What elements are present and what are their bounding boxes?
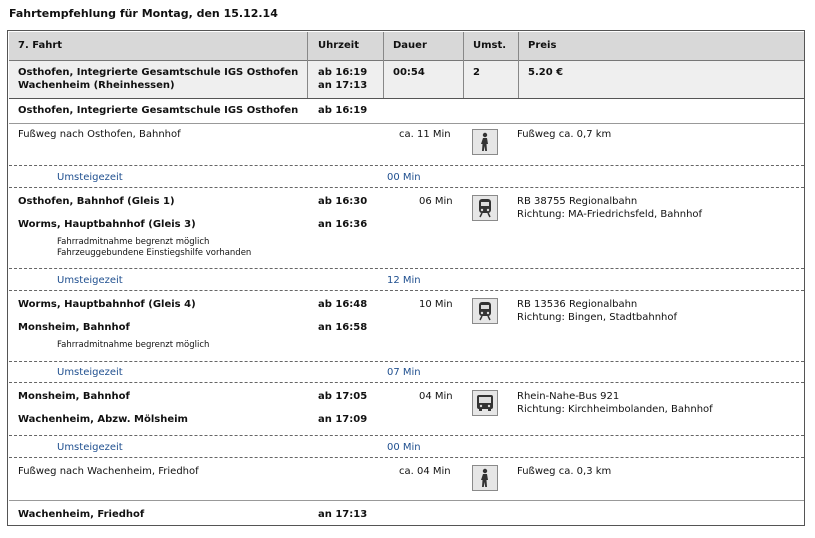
header-uhrzeit: Uhrzeit [318, 40, 359, 51]
start-station: Osthofen, Integrierte Gesamtschule IGS Osthofen [18, 105, 299, 116]
column-divider [383, 32, 384, 98]
pedestrian-icon [472, 129, 498, 155]
leg-arrival-station: Worms, Hauptbahnhof (Gleis 3) [18, 219, 196, 230]
leg-line: RB 38755 Regionalbahn [517, 196, 638, 207]
row-divider [9, 268, 804, 269]
row-divider [9, 165, 804, 166]
overview-from: Osthofen, Integrierte Gesamtschule IGS Osthofen [18, 67, 299, 78]
walk-distance: Fußweg ca. 0,3 km [517, 466, 612, 477]
walk-duration: ca. 04 Min [399, 466, 451, 477]
header-preis: Preis [528, 40, 557, 51]
transfer-label: Umsteigezeit [57, 275, 123, 286]
leg-duration: 06 Min [419, 196, 453, 207]
walk-description: Fußweg nach Osthofen, Bahnhof [18, 129, 181, 140]
train-icon [472, 195, 498, 221]
leg-note: Fahrradmitnahme begrenzt möglich [57, 237, 210, 247]
row-divider [9, 382, 804, 383]
start-time: ab 16:19 [318, 105, 368, 116]
transfer-time: 00 Min [387, 442, 421, 453]
end-time: an 17:13 [318, 509, 368, 520]
leg-departure-time: ab 17:05 [318, 391, 368, 402]
leg-direction: Richtung: MA-Friedrichsfeld, Bahnhof [517, 209, 703, 220]
transfer-time: 00 Min [387, 172, 421, 183]
leg-duration: 10 Min [419, 299, 453, 310]
overview-departure: ab 16:19 [318, 67, 368, 78]
leg-arrival-time: an 16:58 [318, 322, 368, 333]
leg-note: Fahrradmitnahme begrenzt möglich [57, 340, 210, 350]
column-divider [518, 32, 519, 98]
transfer-label: Umsteigezeit [57, 442, 123, 453]
row-divider [9, 290, 804, 291]
row-divider [9, 500, 804, 501]
pedestrian-icon [472, 465, 498, 491]
transfer-time: 12 Min [387, 275, 421, 286]
row-divider [9, 457, 804, 458]
walk-description: Fußweg nach Wachenheim, Friedhof [18, 466, 199, 477]
transfer-label: Umsteigezeit [57, 172, 123, 183]
walk-distance: Fußweg ca. 0,7 km [517, 129, 612, 140]
leg-arrival-station: Monsheim, Bahnhof [18, 322, 130, 333]
overview-price: 5.20 € [528, 67, 564, 78]
leg-departure-time: ab 16:48 [318, 299, 368, 310]
bus-icon [472, 390, 498, 416]
overview-duration: 00:54 [393, 67, 425, 78]
leg-direction: Richtung: Bingen, Stadtbahnhof [517, 312, 678, 323]
leg-departure-station: Monsheim, Bahnhof [18, 391, 130, 402]
leg-departure-station: Worms, Hauptbahnhof (Gleis 4) [18, 299, 196, 310]
end-station: Wachenheim, Friedhof [18, 509, 145, 520]
header-umst: Umst. [473, 40, 507, 51]
column-divider [307, 32, 308, 98]
leg-departure-station: Osthofen, Bahnhof (Gleis 1) [18, 196, 175, 207]
leg-note: Fahrzeuggebundene Einstiegshilfe vorhanden [57, 248, 252, 258]
overview-to: Wachenheim (Rheinhessen) [18, 80, 175, 91]
leg-arrival-time: an 16:36 [318, 219, 368, 230]
leg-arrival-station: Wachenheim, Abzw. Mölsheim [18, 414, 188, 425]
transfer-time: 07 Min [387, 367, 421, 378]
leg-arrival-time: an 17:09 [318, 414, 368, 425]
header-dauer: Dauer [393, 40, 427, 51]
row-divider [9, 435, 804, 436]
overview-changes: 2 [473, 67, 480, 78]
leg-line: RB 13536 Regionalbahn [517, 299, 638, 310]
leg-direction: Richtung: Kirchheimbolanden, Bahnhof [517, 404, 713, 415]
row-divider [9, 123, 804, 124]
header-fahrt: 7. Fahrt [18, 40, 63, 51]
leg-duration: 04 Min [419, 391, 453, 402]
walk-duration: ca. 11 Min [399, 129, 451, 140]
train-icon [472, 298, 498, 324]
row-divider [9, 187, 804, 188]
leg-departure-time: ab 16:30 [318, 196, 368, 207]
overview-arrival: an 17:13 [318, 80, 368, 91]
row-divider [9, 361, 804, 362]
leg-line: Rhein-Nahe-Bus 921 [517, 391, 620, 402]
page-title: Fahrtempfehlung für Montag, den 15.12.14 [9, 7, 278, 20]
column-divider [463, 32, 464, 98]
transfer-label: Umsteigezeit [57, 367, 123, 378]
